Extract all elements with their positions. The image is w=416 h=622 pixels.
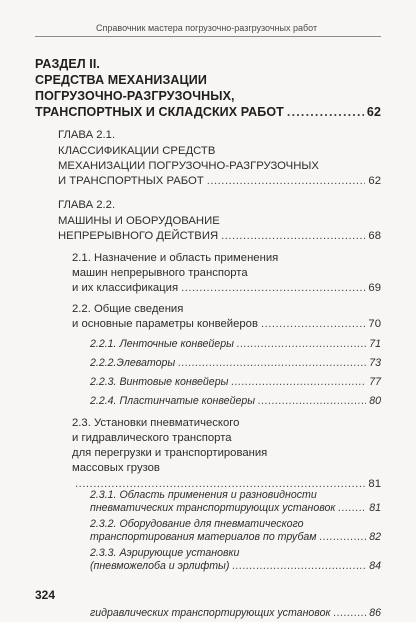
s2-1-page: 69 — [368, 282, 381, 294]
chapter-2-2-line-2: НЕПРЕРЫВНОГО ДЕЙСТВИЯ — [58, 230, 219, 242]
s2-2-4-page: 80 — [369, 395, 381, 407]
chapter-2-1-line-3: И ТРАНСПОРТНЫХ РАБОТ — [58, 175, 204, 187]
leader-dots — [181, 282, 365, 294]
s2-3-4-page: 86 — [369, 607, 381, 619]
toc-entry-2-2-1 — [90, 338, 381, 350]
s2-2-1-page: 71 — [369, 338, 381, 350]
section-title-line-3: ТРАНСПОРТНЫХ И СКЛАДСКИХ РАБОТ — [35, 105, 284, 119]
leader-dots — [261, 318, 365, 330]
toc-entry-2-2-3 — [90, 376, 381, 388]
leader-dots — [231, 376, 366, 388]
chapter-2-1-line-2: МЕХАНИЗАЦИИ ПОГРУЗОЧНО-РАЗГРУЗОЧНЫХ — [58, 160, 319, 172]
s2-1-line-3: и их классификация — [72, 282, 179, 294]
toc-entry-chapter-2-1 — [58, 175, 381, 187]
leader-dots — [207, 175, 366, 187]
toc-entry-2-2-4 — [90, 395, 381, 407]
leader-dots — [338, 502, 366, 514]
s2-3-2-line-1: 2.3.2. Оборудование для пневматического — [90, 518, 304, 530]
section-title-line-2: ПОГРУЗОЧНО-РАЗГРУЗОЧНЫХ, — [35, 89, 235, 103]
running-header: Справочник мастера погрузочно-разгрузочных работ — [96, 23, 318, 33]
section-title-line-1: СРЕДСТВА МЕХАНИЗАЦИИ — [35, 73, 207, 87]
s2-3-line-2: и гидравлического транспорта — [72, 432, 232, 444]
page-number: 324 — [35, 588, 56, 602]
s2-2-1-title: 2.2.1. Ленточные конвейеры — [90, 338, 234, 350]
toc-entry-2-1 — [72, 282, 381, 294]
s2-3-1-line-2: пневматических транспортирующих установок — [90, 502, 336, 514]
s2-3-3-page: 84 — [369, 560, 381, 572]
leader-dots — [232, 560, 366, 572]
s2-2-line-1: 2.2. Общие сведения — [72, 303, 184, 315]
toc-entry-2-3-1 — [90, 502, 381, 514]
leader-dots — [258, 395, 366, 407]
leader-dots — [334, 607, 367, 619]
toc-entry-2-3-4 — [90, 607, 381, 619]
header-rule — [35, 36, 381, 37]
section-page: 62 — [366, 105, 381, 119]
s2-2-2-page: 73 — [369, 357, 381, 369]
s2-3-3-line-1: 2.3.3. Аэрирующие установки — [90, 547, 240, 559]
leader-dots — [320, 531, 367, 543]
s2-3-line-4: массовых грузов — [72, 462, 160, 474]
s2-3-line-1: 2.3. Установки пневматического — [72, 417, 240, 429]
chapter-2-2-line-1: МАШИНЫ И ОБОРУДОВАНИЕ — [58, 215, 220, 227]
chapter-2-1-line-1: КЛАССИФИКАЦИИ СРЕДСТВ — [58, 145, 216, 157]
s2-3-1-page: 81 — [369, 502, 381, 514]
s2-3-3-line-2: (пневможелоба и эрлифты) — [90, 560, 230, 572]
chapter-2-2-page: 68 — [368, 230, 381, 242]
s2-3-page: 81 — [368, 478, 381, 490]
s2-2-3-page: 77 — [369, 376, 381, 388]
s2-3-4-line-2: гидравлических транспортирующих установок — [90, 607, 331, 619]
toc-entry-section-2 — [35, 105, 381, 119]
s2-1-line-1: 2.1. Назначение и область применения — [72, 252, 279, 264]
s2-2-4-title: 2.2.4. Пластинчатые конвейеры — [90, 395, 256, 407]
leader-dots — [237, 338, 366, 350]
leader-dots — [287, 105, 364, 119]
section-label: РАЗДЕЛ II. — [35, 57, 101, 71]
s2-2-line-2: и основные параметры конвейеров — [72, 318, 258, 330]
toc-entry-2-3-3 — [90, 560, 381, 572]
s2-2-2-title: 2.2.2.Элеваторы — [90, 357, 176, 369]
s2-1-line-2: машин непрерывного транспорта — [72, 267, 248, 279]
toc-entry-2-2-2 — [90, 357, 381, 369]
s2-3-1-line-1: 2.3.1. Область применения и разновидности — [90, 489, 317, 501]
s2-2-3-title: 2.2.3. Винтовые конвейеры — [90, 376, 229, 388]
chapter-2-2-label: ГЛАВА 2.2. — [58, 199, 116, 211]
toc-entry-chapter-2-2 — [58, 230, 381, 242]
toc-entry-2-2 — [72, 318, 381, 330]
s2-3-line-3: для перегрузки и транспортирования — [72, 447, 268, 459]
leader-dots — [221, 230, 365, 242]
s2-3-2-line-2: транспортирования материалов по трубам — [90, 531, 317, 543]
s2-2-page: 70 — [368, 318, 381, 330]
chapter-2-1-label: ГЛАВА 2.1. — [58, 129, 116, 141]
chapter-2-1-page: 62 — [368, 175, 381, 187]
s2-3-2-page: 82 — [369, 531, 381, 543]
leader-dots — [178, 357, 366, 369]
toc-entry-2-3-2 — [90, 531, 381, 543]
